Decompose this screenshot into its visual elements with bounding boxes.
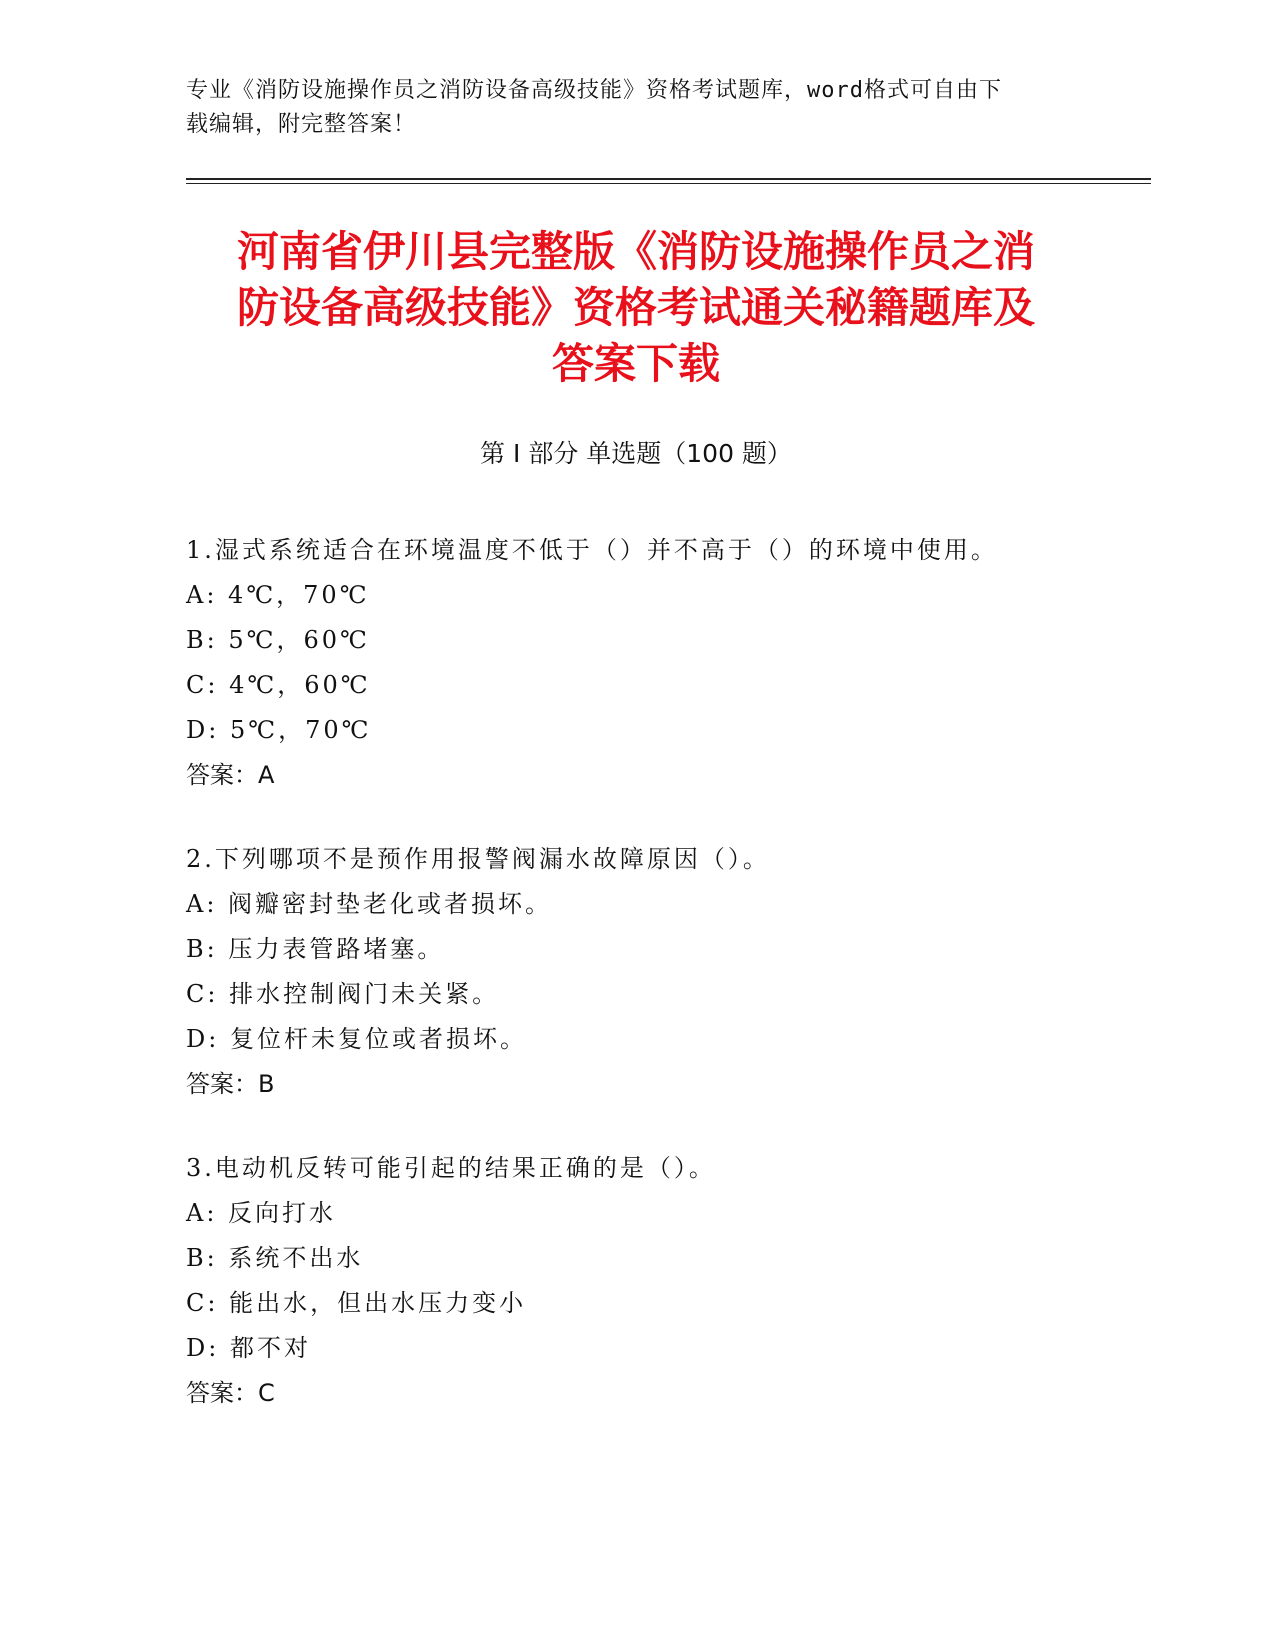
option-d: D: 复位杆未复位或者损坏。 — [186, 1025, 527, 1053]
header-note-line-2: 载编辑，附完整答案！ — [186, 112, 417, 137]
option-d: D: 5℃，70℃ — [186, 716, 372, 744]
header-note — [186, 74, 1066, 142]
answer-line: 答案：B — [186, 1070, 275, 1098]
question-1 — [186, 528, 1136, 798]
header-divider-thin — [186, 183, 1151, 184]
option-c: C: 排水控制阀门未关紧。 — [186, 980, 500, 1008]
document-title-line-3: 答案下载 — [551, 339, 720, 388]
option-a: A: 4℃，70℃ — [186, 581, 370, 609]
document-title — [186, 224, 1086, 392]
document-title-line-1: 河南省伊川县完整版《消防设施操作员之消 — [236, 227, 1035, 276]
section-heading: 第 I 部分 单选题（100 题） — [480, 439, 792, 468]
answer-line: 答案：A — [186, 761, 275, 789]
question-stem: 3.电动机反转可能引起的结果正确的是（）。 — [186, 1154, 716, 1182]
option-b: B: 压力表管路堵塞。 — [186, 935, 445, 963]
header-divider-thick — [186, 178, 1151, 180]
question-list — [186, 528, 1136, 1455]
option-b: B: 5℃，60℃ — [186, 626, 370, 654]
option-d: D: 都不对 — [186, 1334, 311, 1362]
question-stem: 1.湿式系统适合在环境温度不低于（）并不高于（）的环境中使用。 — [186, 536, 998, 564]
question-3 — [186, 1146, 1136, 1416]
question-2 — [186, 837, 1136, 1107]
document-title-line-2: 防设备高级技能》资格考试通关秘籍题库及 — [236, 283, 1035, 332]
header-note-line-1: 专业《消防设施操作员之消防设备高级技能》资格考试题库，word格式可自由下 — [186, 78, 1002, 103]
answer-line: 答案：C — [186, 1379, 275, 1407]
option-a: A: 反向打水 — [186, 1199, 337, 1227]
option-c: C: 能出水，但出水压力变小 — [186, 1289, 527, 1317]
option-a: A: 阀瓣密封垫老化或者损坏。 — [186, 890, 553, 918]
option-c: C: 4℃，60℃ — [186, 671, 371, 699]
option-b: B: 系统不出水 — [186, 1244, 364, 1272]
question-stem: 2.下列哪项不是预作用报警阀漏水故障原因（）。 — [186, 845, 770, 873]
